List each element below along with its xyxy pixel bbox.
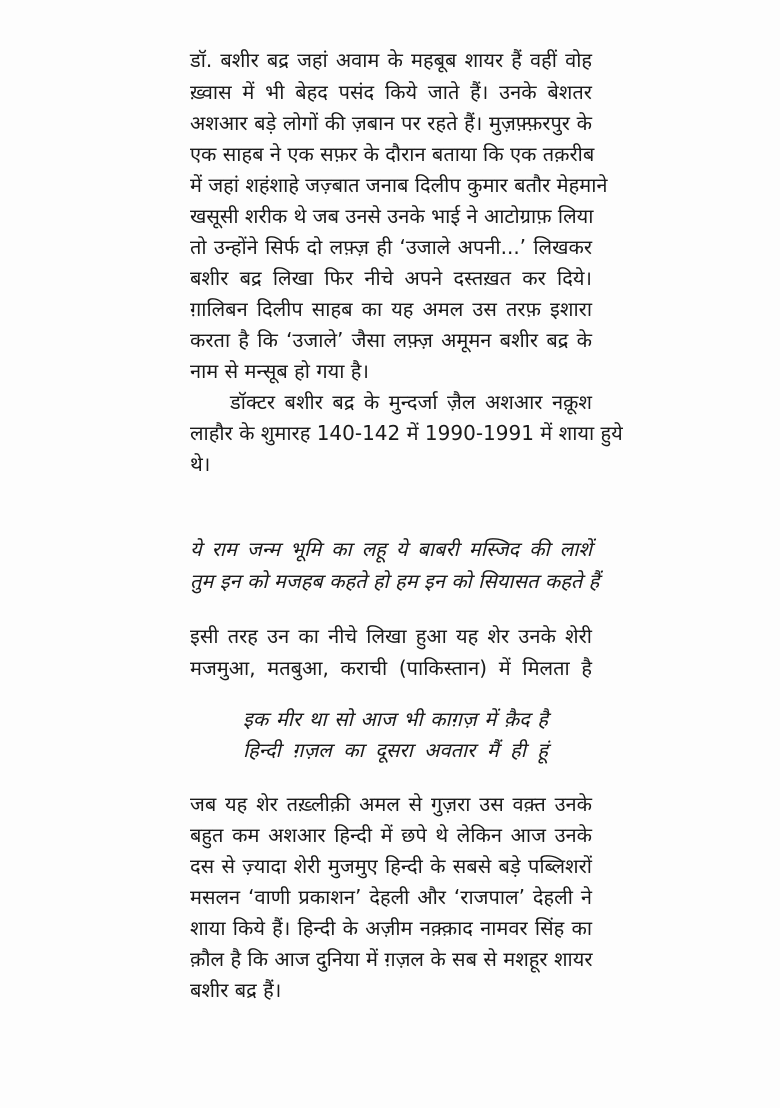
text-line: बहुत कम अशआर हिन्दी में छपे थे लेकिन आज उनके	[190, 823, 592, 847]
text-line: मसलन ‘वाणी प्रकाशन’ देहली और ‘राजपाल’ देहली ने	[190, 885, 592, 909]
text-line: एक साहब ने एक सफ़र के दौरान बताया कि एक तक़रीब	[190, 142, 595, 166]
verse-line: ये राम जन्म भूमि का लहू ये बाबरी मस्जिद की लाशें	[190, 537, 592, 561]
text-line: थे।	[190, 452, 211, 476]
text-line: लाहौर के शुमारह 140-142 में 1990-1991 में शाया हुये	[190, 421, 623, 445]
verse-line: हिन्दी ग़ज़ल का दूसरा अवतार मैं ही हूं	[243, 738, 548, 762]
text-line: शाया किये हैं। हिन्दी के अज़ीम नक़्क़ाद नामवर सिंह का	[190, 916, 592, 940]
text-line: डॉक्टर बशीर बद्र के मुन्दर्जा ज़ैल अशआर नक़ूश	[230, 390, 592, 414]
text-line: नाम से मन्सूब हो गया है।	[190, 359, 369, 383]
text-line: इसी तरह उन का नीचे लिखा हुआ यह शेर उनके शेरी	[190, 624, 592, 648]
text-line: दस से ज़्यादा शेरी मुजमुए हिन्दी के सबसे बड़े पब्लिशरों	[190, 854, 592, 878]
verse-line: तुम इन को मजहब कहते हो हम इन को सियासत कहते हैं	[190, 569, 600, 593]
text-line: ख़्वास में भी बेहद पसंद किये जाते हैं। उनके बेशतर	[190, 80, 592, 104]
text-line: ग़ालिबन दिलीप साहब का यह अमल उस तरफ़ इशारा	[190, 297, 592, 321]
text-line: तो उन्होंने सिर्फ दो लफ़्ज़ ही ‘उजाले अपनी...’ लिखकर	[190, 235, 592, 259]
text-line: बशीर बद्र हैं।	[190, 978, 282, 1002]
text-line: मजमुआ, मतबुआ, कराची (पाकिस्तान) में मिलता है	[190, 656, 592, 680]
verse-line: इक मीर था सो आज भी काग़ज़ में क़ैद है	[243, 707, 548, 731]
text-line: क़ौल है कि आज दुनिया में ग़ज़ल के सब से मशहूर शायर	[190, 947, 593, 971]
text-line: में जहां शहंशाहे जज़्बात जनाब दिलीप कुमार बतौर मेहमाने	[190, 173, 608, 197]
text-line: अशआर बड़े लोगों की ज़बान पर रहते हैं। मुज़फ़्फ़रपुर के	[190, 111, 592, 135]
text-line: खसूसी शरीक थे जब उनसे उनके भाई ने आटोग्राफ़ लिया	[190, 204, 594, 228]
text-line: डॉ. बशीर बद्र जहां अवाम के महबूब शायर हैं वहीं वोह	[190, 48, 592, 72]
text-line: बशीर बद्र लिखा फिर नीचे अपने दस्तख़त कर दिये।	[190, 266, 592, 290]
text-line: करता है कि ‘उजाले’ जैसा लफ़्ज़ अमूमन बशीर बद्र के	[190, 328, 592, 352]
text-line: जब यह शेर तख़्लीक़ी अमल से गुज़रा उस वक़्त उनके	[190, 792, 592, 816]
